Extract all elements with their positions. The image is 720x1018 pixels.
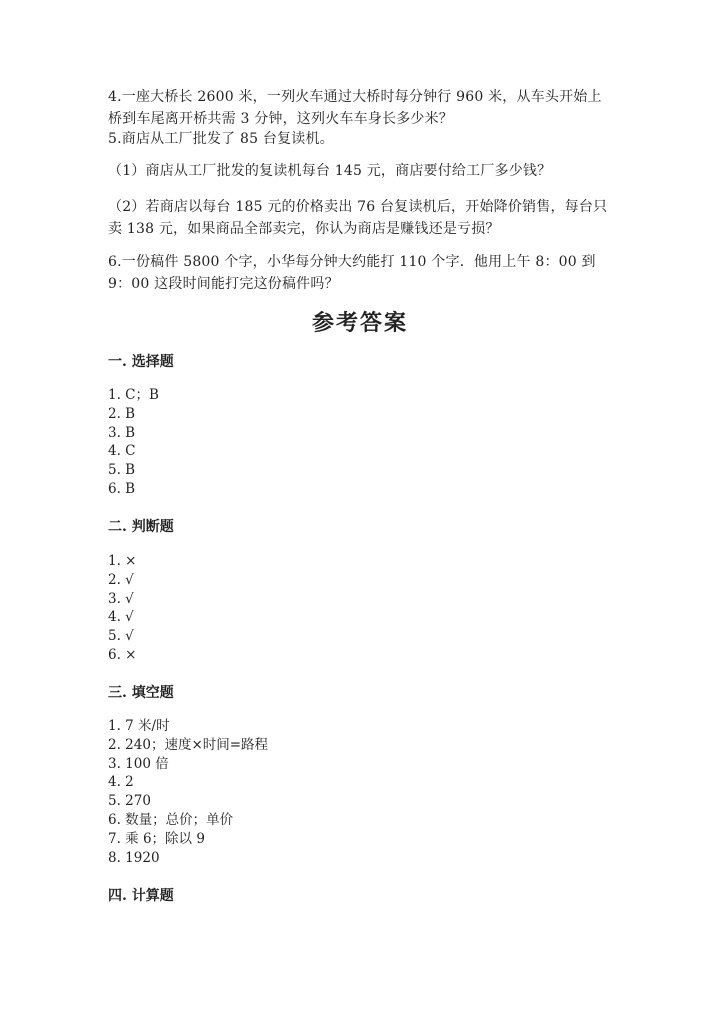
answer-item: 6. B (108, 480, 136, 497)
answer-item: 5. B (108, 462, 136, 479)
answer-item: 4. 2 (108, 774, 134, 791)
answer-item: 4. C (108, 443, 136, 460)
fill-blank-answers (108, 717, 268, 867)
answer-title: 参考答案 (311, 310, 408, 336)
answer-item: 6. × (108, 646, 137, 663)
judgement-answers (108, 552, 136, 665)
section-heading-fill-blank: 三. 填空题 (108, 685, 174, 701)
section-heading-judgement: 二. 判断题 (108, 519, 174, 535)
section-heading-choice: 一. 选择题 (108, 354, 174, 370)
answer-item: 1. C；B (108, 387, 159, 403)
answer-item: 2. 240；速度×时间=路程 (108, 736, 269, 753)
answer-item: 2. √ (108, 571, 134, 588)
answer-item: 1. × (108, 553, 137, 569)
answer-item: 6. 数量；总价；单价 (108, 811, 234, 828)
answer-item: 3. √ (108, 590, 134, 607)
answer-item: 1. 7 米/时 (108, 718, 170, 734)
question-4: 4.一座大桥长 2600 米，一列火车通过大桥时每分钟行 960 米，从车头开始上桥到车尾离开桥共需 3 分钟，这列火车车身长多少米？ (108, 89, 602, 127)
answer-item: 2. B (108, 405, 136, 422)
question-5: 5.商店从工厂批发了 85 台复读机。 (108, 131, 334, 147)
question-5-part-1: （1）商店从工厂批发的复读机每台 145 元，商店要付给工厂多少钱？ (108, 163, 552, 179)
choice-answers (108, 386, 159, 499)
answer-item: 5. 270 (108, 793, 151, 810)
answer-item: 7. 乘 6；除以 9 (108, 830, 205, 847)
answer-item: 3. 100 倍 (108, 755, 169, 772)
question-6: 6.一份稿件 5800 个字，小华每分钟大约能打 110 个字．他用上午 8：00 到 9：00 这段时间能打完这份稿件吗？ (108, 254, 596, 292)
answer-item: 3. B (108, 424, 136, 441)
answer-item: 5. √ (108, 628, 134, 645)
answer-item: 4. √ (108, 609, 134, 626)
answer-item: 8. 1920 (108, 849, 160, 866)
question-5-part-2: （2）若商店以每台 185 元的价格卖出 76 台复读机后，开始降价销售，每台只卖 138 元，如果商品全部卖完，你认为商店是赚钱还是亏损？ (108, 199, 608, 237)
section-heading-calculation: 四. 计算题 (108, 888, 174, 904)
